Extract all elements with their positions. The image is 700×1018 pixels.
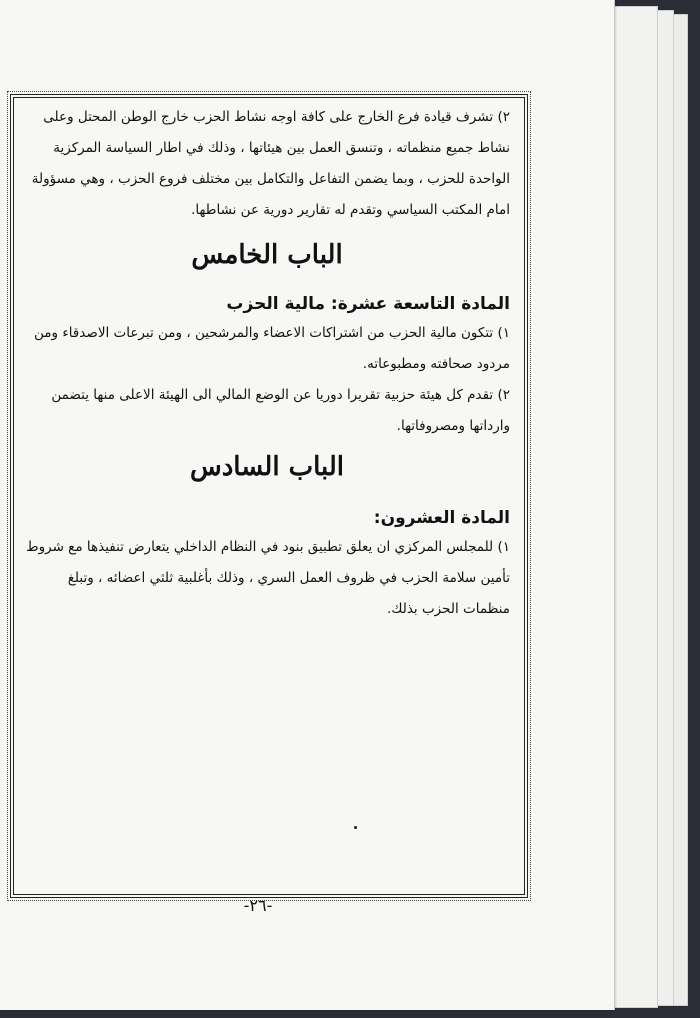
ink-dot: [354, 826, 357, 829]
page-content: [24, 102, 510, 625]
page-number: -٢٦-: [243, 896, 273, 915]
article-twenty-title: المادة العشرون:: [373, 508, 510, 528]
article-nineteen-title: المادة التاسعة عشرة: مالية الحزب: [226, 294, 510, 314]
paragraph-foreign-branch: ٢) تشرف قيادة فرع الخارج على كافة اوجه نشاط الحزب خارج الوطن المحتل وعلى نشاط جميع منظماته ، وتنسق العمل بين هيئاتها ، وذلك في اطار السياسة المركزية الواحدة للحزب ، وبما يضمن التفاعل والتكامل بين مختلف فروع الحزب ، وهي مسؤولة امام المكتب السياسي وتقدم له تقارير دورية عن نشاطها.: [31, 109, 510, 218]
article-nineteen-item-1: ١) تتكون مالية الحزب من اشتراكات الاعضاء والمرشحين ، ومن تبرعات الاصدقاء ومن مردود صحافته ومطبوعاته.: [34, 325, 510, 372]
article-nineteen-item-2: ٢) تقدم كل هيئة حزبية تقريرا دوريا عن الوضع المالي الى الهيئة الاعلى منها يتضمن وارداتها ومصروفاتها.: [51, 387, 510, 434]
chapter-five-title: الباب الخامس: [191, 240, 343, 270]
chapter-six-title: الباب السادس: [189, 452, 345, 482]
article-twenty-item-1: ١) للمجلس المركزي ان يعلق تطبيق بنود في النظام الداخلي يتعارض تنفيذها مع شروط تأمين سلامة الحزب في ظروف العمل السري ، وذلك بأغلبية ثلثي اعضائه ، وتبلغ منظمات الحزب بذلك.: [26, 539, 510, 617]
